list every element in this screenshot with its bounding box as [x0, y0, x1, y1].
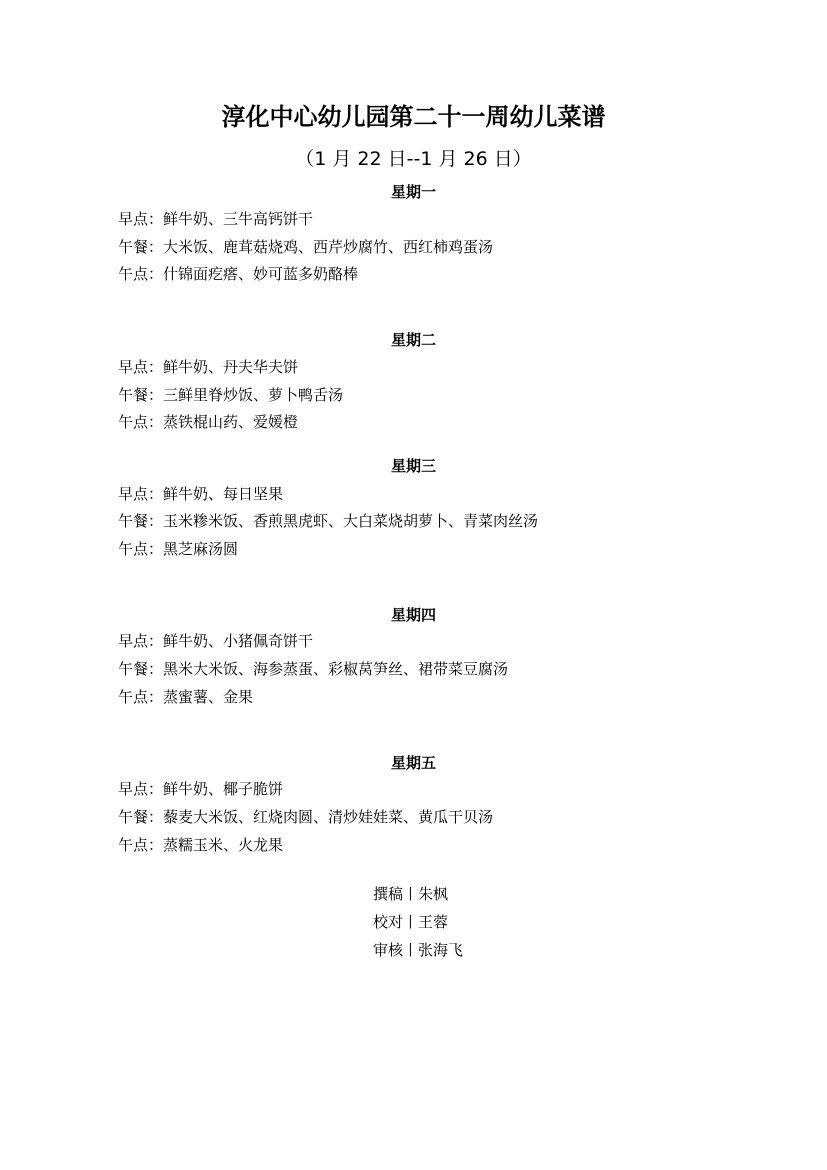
day-heading-friday: 星期五 — [390, 754, 436, 772]
meal-lunch-friday: 午餐：藜麦大米饭、红烧肉圆、清炒娃娃菜、黄瓜干贝汤 — [118, 808, 494, 826]
meal-lunch-monday: 午餐：大米饭、鹿茸菇烧鸡、西芹炒腐竹、西红柿鸡蛋汤 — [118, 238, 494, 256]
meal-snack-tuesday: 午点：蒸铁棍山药、爱媛橙 — [118, 413, 299, 431]
meal-lunch-wednesday: 午餐：玉米糁米饭、香煎黑虎虾、大白菜烧胡萝卜、青菜肉丝汤 — [118, 512, 539, 530]
credit-proofreader: 校对丨王蓉 — [373, 913, 449, 931]
meal-breakfast-friday: 早点：鲜牛奶、椰子脆饼 — [118, 780, 284, 798]
page-title: 淳化中心幼儿园第二十一周幼儿菜谱 — [221, 102, 606, 131]
meal-snack-thursday: 午点：蒸蜜薯、金果 — [118, 688, 254, 706]
credit-writer: 撰稿丨朱枫 — [373, 885, 449, 903]
meal-breakfast-tuesday: 早点：鲜牛奶、丹夫华夫饼 — [118, 358, 299, 376]
date-range: （1 月 22 日--1 月 26 日） — [295, 148, 532, 170]
meal-lunch-tuesday: 午餐：三鲜里脊炒饭、萝卜鸭舌汤 — [118, 386, 344, 404]
meal-snack-friday: 午点：蒸糯玉米、火龙果 — [118, 836, 284, 854]
day-heading-wednesday: 星期三 — [390, 457, 436, 475]
meal-breakfast-thursday: 早点：鲜牛奶、小猪佩奇饼干 — [118, 632, 314, 650]
day-heading-tuesday: 星期二 — [390, 331, 436, 349]
meal-lunch-thursday: 午餐：黑米大米饭、海参蒸蛋、彩椒莴笋丝、裙带菜豆腐汤 — [118, 660, 509, 678]
meal-snack-monday: 午点：什锦面疙瘩、妙可蓝多奶酪棒 — [118, 265, 359, 283]
day-heading-thursday: 星期四 — [390, 606, 436, 624]
day-heading-monday: 星期一 — [390, 183, 436, 201]
credit-reviewer: 审核丨张海飞 — [373, 941, 464, 959]
meal-breakfast-wednesday: 早点：鲜牛奶、每日坚果 — [118, 485, 284, 503]
meal-snack-wednesday: 午点：黑芝麻汤圆 — [118, 540, 239, 558]
meal-breakfast-monday: 早点：鲜牛奶、三牛高钙饼干 — [118, 210, 314, 228]
